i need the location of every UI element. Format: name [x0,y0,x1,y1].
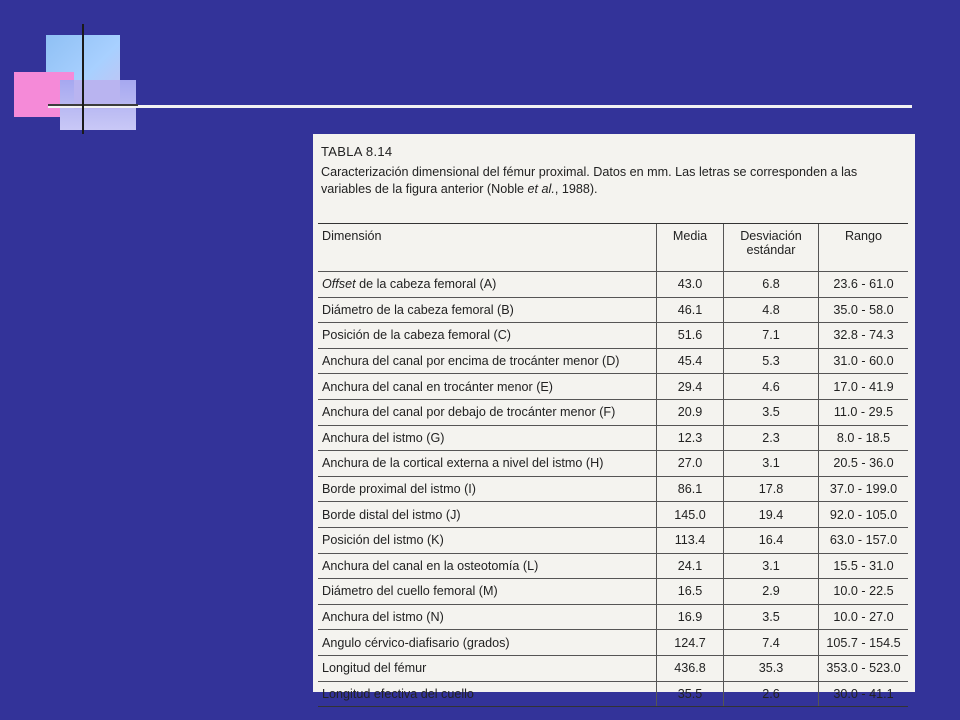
cell-range: 92.0 - 105.0 [819,502,909,528]
cell-range: 20.5 - 36.0 [819,451,909,477]
cell-std-dev: 19.4 [724,502,819,528]
cell-mean: 29.4 [657,374,724,400]
cell-std-dev: 35.3 [724,655,819,681]
cell-mean: 46.1 [657,297,724,323]
scanned-table-image [313,134,915,701]
cell-range: 30.0 - 41.1 [819,681,909,707]
header-rule-dark-segment [48,104,138,106]
cell-std-dev: 7.4 [724,630,819,656]
header-mean: Media [657,224,724,272]
cell-mean: 145.0 [657,502,724,528]
cell-range: 11.0 - 29.5 [819,399,909,425]
cell-range: 31.0 - 60.0 [819,348,909,374]
cell-std-dev: 17.8 [724,476,819,502]
table-row [318,348,908,374]
table-caption [321,164,909,198]
cell-dimension: Borde distal del istmo (J) [318,502,657,528]
caption-end: , 1988). [554,182,598,196]
table-body [318,272,908,707]
table-row [318,476,908,502]
cell-dimension: Offset de la cabeza femoral (A) [318,272,657,298]
cell-std-dev: 4.6 [724,374,819,400]
cell-range: 10.0 - 22.5 [819,579,909,605]
cell-std-dev: 3.1 [724,553,819,579]
table-row [318,630,908,656]
cell-dimension: Anchura del istmo (N) [318,604,657,630]
cell-range: 35.0 - 58.0 [819,297,909,323]
table-row [318,451,908,477]
table-title: TABLA 8.14 [321,144,393,159]
cell-dimension: Anchura del canal en trocánter menor (E) [318,374,657,400]
cell-dimension: Anchura del istmo (G) [318,425,657,451]
header-dimension: Dimensión [318,224,657,272]
cell-mean: 20.9 [657,399,724,425]
cell-std-dev: 5.3 [724,348,819,374]
cell-dimension: Anchura de la cortical externa a nivel del istmo (H) [318,451,657,477]
table-row [318,323,908,349]
cell-dimension: Longitud del fémur [318,655,657,681]
cell-dimension: Anchura del canal por debajo de trocánter menor (F) [318,399,657,425]
cell-std-dev: 6.8 [724,272,819,298]
cell-std-dev: 2.3 [724,425,819,451]
header-std-dev: Desviación estándar [724,224,819,272]
cell-dimension: Posición del istmo (K) [318,527,657,553]
cell-dimension: Longitud efectiva del cuello [318,681,657,707]
cell-dimension: Angulo cérvico-diafisario (grados) [318,630,657,656]
cell-mean: 16.9 [657,604,724,630]
cell-mean: 113.4 [657,527,724,553]
cell-dimension: Borde proximal del istmo (I) [318,476,657,502]
cell-dimension: Posición de la cabeza femoral (C) [318,323,657,349]
cell-dimension: Anchura del canal en la osteotomía (L) [318,553,657,579]
cell-dimension: Anchura del canal por encima de trocánter menor (D) [318,348,657,374]
table-row [318,681,908,707]
table-row [318,553,908,579]
cell-range: 23.6 - 61.0 [819,272,909,298]
cell-std-dev: 2.9 [724,579,819,605]
table-row [318,579,908,605]
cell-range: 37.0 - 199.0 [819,476,909,502]
data-table [318,223,908,707]
table-row [318,527,908,553]
table-row [318,502,908,528]
cell-mean: 35.5 [657,681,724,707]
cell-std-dev: 3.1 [724,451,819,477]
cell-mean: 51.6 [657,323,724,349]
cell-std-dev: 7.1 [724,323,819,349]
cell-range: 353.0 - 523.0 [819,655,909,681]
decorative-vertical-line [82,24,84,134]
cell-mean: 436.8 [657,655,724,681]
cell-dimension: Diámetro del cuello femoral (M) [318,579,657,605]
cell-range: 105.7 - 154.5 [819,630,909,656]
table-row [318,425,908,451]
cell-mean: 45.4 [657,348,724,374]
cell-mean: 24.1 [657,553,724,579]
table-row [318,272,908,298]
cell-mean: 86.1 [657,476,724,502]
cell-mean: 16.5 [657,579,724,605]
cell-range: 17.0 - 41.9 [819,374,909,400]
cell-std-dev: 3.5 [724,399,819,425]
header-rule [48,105,912,108]
cell-dimension: Diámetro de la cabeza femoral (B) [318,297,657,323]
cell-mean: 124.7 [657,630,724,656]
cell-std-dev: 16.4 [724,527,819,553]
table-row [318,297,908,323]
caption-italic: et al. [527,182,555,196]
table-row [318,655,908,681]
cell-range: 8.0 - 18.5 [819,425,909,451]
table-row [318,604,908,630]
cell-mean: 27.0 [657,451,724,477]
cell-range: 63.0 - 157.0 [819,527,909,553]
cell-mean: 43.0 [657,272,724,298]
cell-std-dev: 4.8 [724,297,819,323]
cell-range: 10.0 - 27.0 [819,604,909,630]
caption-text: Caracterización dimensional del fémur proximal. Datos en mm. Las letras se corresponden a las variables de la figura anterior (Noble [321,165,858,196]
cell-range: 15.5 - 31.0 [819,553,909,579]
cell-range: 32.8 - 74.3 [819,323,909,349]
cell-std-dev: 3.5 [724,604,819,630]
header-row [318,224,908,272]
table-row [318,399,908,425]
header-range: Rango [819,224,909,272]
table-row [318,374,908,400]
cell-std-dev: 2.6 [724,681,819,707]
cell-mean: 12.3 [657,425,724,451]
